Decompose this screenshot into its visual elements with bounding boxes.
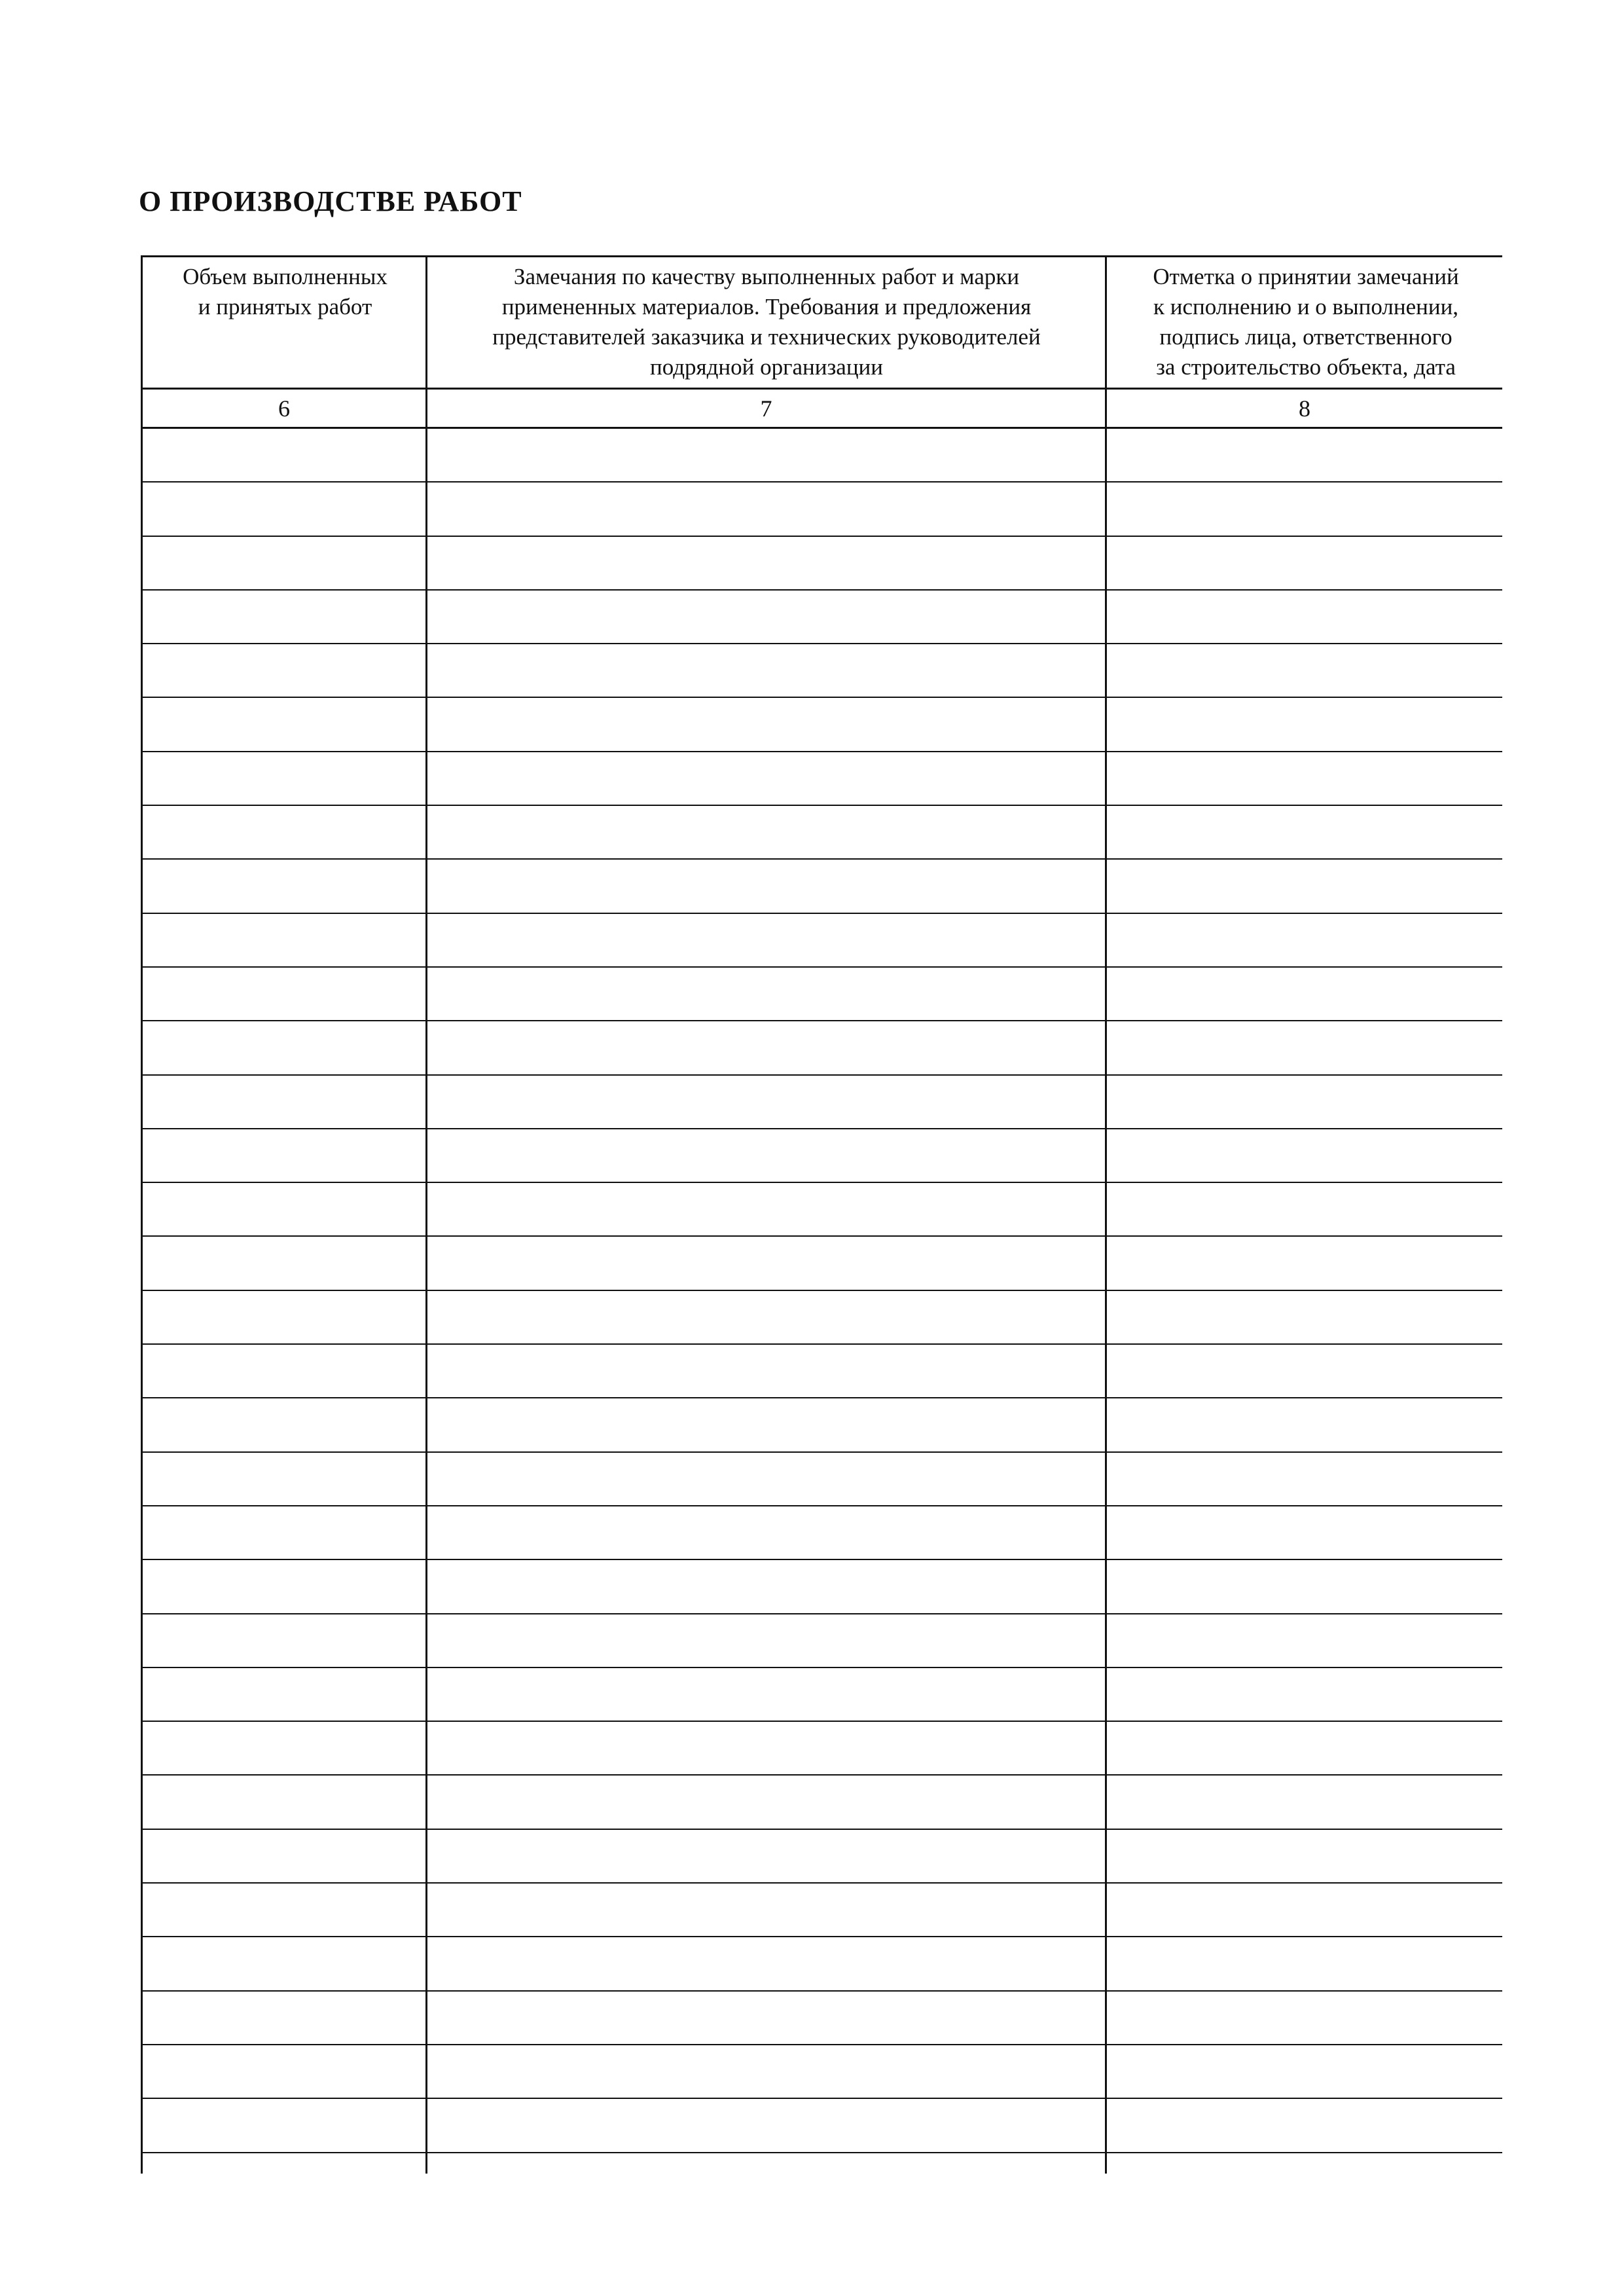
column-header-remarks: Замечания по качеству выполненных работ и марки примененных материалов. Требования и предложения представителей заказчика и технических руководителей подрядной организации (492, 264, 1041, 380)
table-row (141, 1453, 1502, 1506)
table-row (141, 1129, 1502, 1183)
table-row (141, 914, 1502, 968)
table-row (141, 2099, 1502, 2153)
table-row (141, 1560, 1502, 1614)
page-title: О ПРОИЗВОДСТВЕ РАБОТ (139, 185, 522, 217)
table-row (141, 1237, 1502, 1291)
table-row (141, 1398, 1502, 1452)
table-row (141, 968, 1502, 1021)
table-row (141, 699, 1502, 752)
table-row (141, 1722, 1502, 1776)
table-row (141, 1992, 1502, 2045)
table-row (141, 806, 1502, 860)
table-row (141, 1668, 1502, 1722)
table-row (141, 1345, 1502, 1398)
journal-table (141, 255, 1502, 2174)
column-number-6: 6 (278, 395, 290, 422)
table-row (141, 1884, 1502, 1937)
column-number-7: 7 (760, 395, 772, 422)
table-row (141, 1506, 1502, 1560)
table-row (141, 1614, 1502, 1668)
table-row (141, 1183, 1502, 1237)
table-row (141, 1937, 1502, 1991)
table-row (141, 860, 1502, 913)
column-header-acceptance: Отметка о принятии замечаний к исполнению и о выполнении, подпись лица, ответственного за строительство объекта, дата (1153, 264, 1459, 380)
table-row (141, 1830, 1502, 1884)
table-row (141, 1291, 1502, 1345)
table-row (141, 1776, 1502, 1830)
table-row (141, 537, 1502, 591)
table-row (141, 1076, 1502, 1129)
table-row (141, 1021, 1502, 1075)
table-row (141, 591, 1502, 644)
column-header-volume: Объем выполненных и принятых работ (183, 264, 388, 319)
table-top-border (141, 255, 1502, 257)
row-rule (141, 2152, 1502, 2153)
table-row (141, 483, 1502, 536)
table-row (141, 752, 1502, 806)
table-row (141, 644, 1502, 698)
table-row (141, 429, 1502, 483)
table-row (141, 2045, 1502, 2099)
column-number-8: 8 (1299, 395, 1310, 422)
